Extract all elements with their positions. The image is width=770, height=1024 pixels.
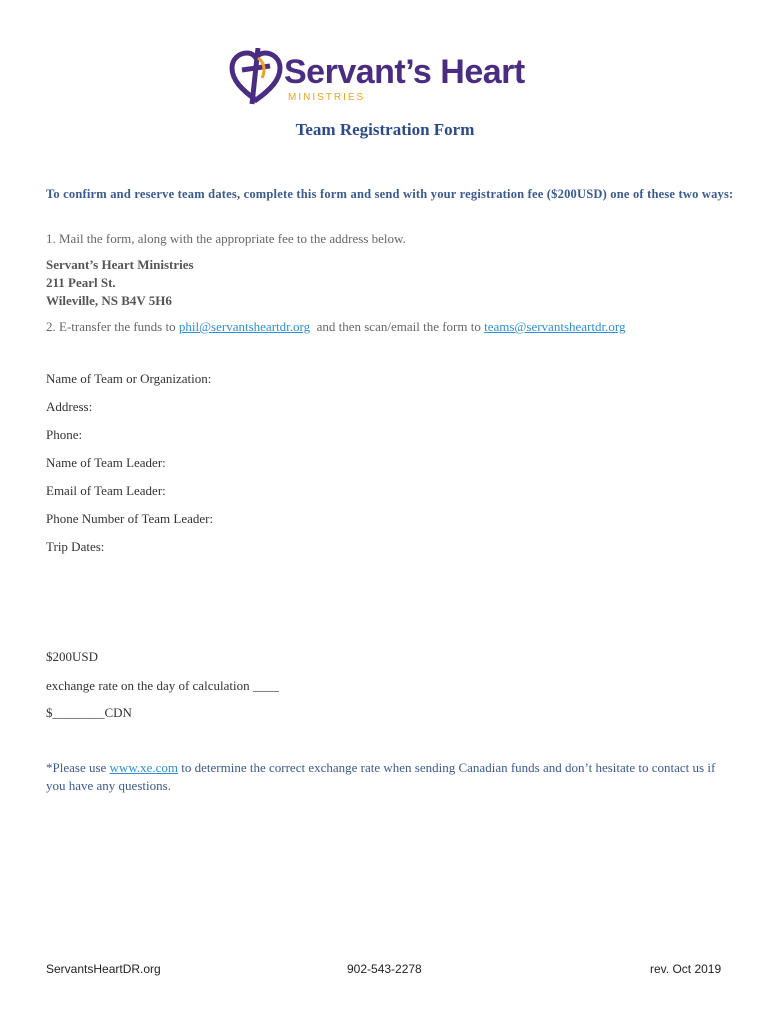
leader-name-label: Name of Team Leader: (46, 455, 166, 470)
exchange-footnote (46, 759, 716, 795)
leader-email-label: Email of Team Leader: (46, 483, 166, 498)
heart-cross-icon (228, 48, 284, 106)
footer-revision: rev. Oct 2019 (650, 962, 722, 976)
logo (228, 44, 548, 108)
logo-subtitle: MINISTRIES (288, 92, 366, 103)
mailing-address (46, 256, 194, 310)
address-line-2: 211 Pearl St. (46, 275, 116, 290)
address-line-1: Servant’s Heart Ministries (46, 257, 194, 272)
footnote-suffix: to determine the correct exchange rate when sending Canadian funds and don’t hesitate to contact us if you have any questions. (46, 760, 716, 793)
address-line-3: Wileville, NS B4V 5H6 (46, 293, 172, 308)
intro-text: To confirm and reserve team dates, complete this form and send with your registration fee ($200USD) one of these two ways: (46, 187, 734, 201)
trip-dates-label: Trip Dates: (46, 539, 105, 554)
fee-usd: $200USD (46, 649, 99, 664)
team-name-label: Name of Team or Organization: (46, 371, 212, 386)
footer-website: ServantsHeartDR.org (46, 962, 161, 976)
phone-label: Phone: (46, 427, 83, 442)
page-title: Team Registration Form (295, 120, 475, 139)
exchange-rate-label: exchange rate on the day of calculation ____ (46, 678, 279, 693)
logo-text: Servant’s Heart (284, 53, 525, 91)
leader-phone-label: Phone Number of Team Leader: (46, 511, 214, 526)
footnote-prefix: *Please use (46, 760, 110, 775)
option-1-text: 1. Mail the form, along with the appropriate fee to the address below. (46, 231, 406, 246)
address-label: Address: (46, 399, 93, 414)
footer-phone: 902-543-2278 (347, 962, 422, 976)
phil-email-link[interactable]: phil@servantsheartdr.org (178, 319, 311, 334)
option-2-text (46, 318, 625, 336)
teams-email-link[interactable]: teams@servantsheartdr.org (484, 319, 626, 334)
option-2-prefix: 2. E-transfer the funds to (46, 319, 179, 334)
option-2-middle: and then scan/email the form to (310, 319, 485, 334)
xe-link[interactable]: www.xe.com (109, 760, 179, 775)
fee-cdn: $________CDN (46, 705, 132, 720)
